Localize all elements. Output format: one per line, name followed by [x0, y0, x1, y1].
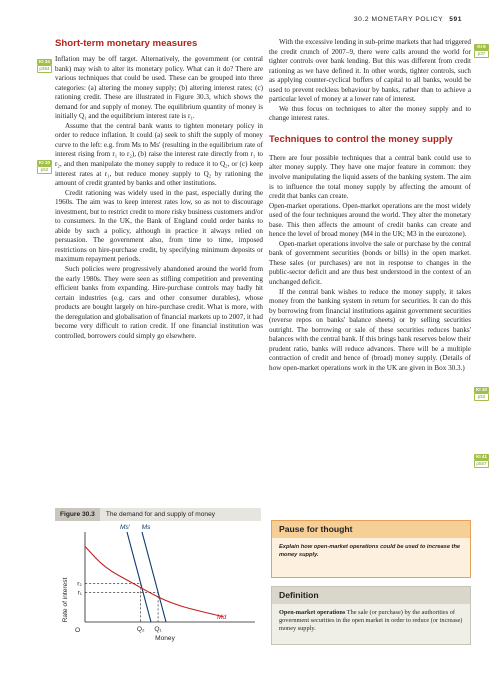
supply-curve-ms-prime [127, 532, 151, 622]
right-column [269, 38, 471, 374]
margin-tag-ki6[interactable] [474, 44, 489, 58]
section-heading-short-term: Short-term monetary measures [55, 38, 198, 49]
margin-tag-ki41[interactable] [474, 454, 489, 468]
demand-curve-md [85, 546, 223, 616]
paragraph: There are four possible techniques that a central bank could use to alter money supply. They have one major feature in common: they involve manipulating the liquid assets of the banking system. The aim is to influence the total money supply by affecting the amount of credit that banks can create. [269, 153, 471, 201]
paragraph: Open-market operations. Open-market operations are the most widely used of the four techniques around the world. They alter the monetary base. This then affects the amount of credit banks can create and hence the level of broad money (M4 in the UK; M3 in the eurozone). [269, 201, 471, 239]
pause-box-title: Pause for thought [272, 521, 470, 538]
key-idea-badge: KI 10 [37, 160, 52, 166]
y-axis-label: Rate of interest [62, 577, 69, 623]
y-tick-label: r₁ [77, 589, 82, 597]
page-number: 591 [449, 16, 462, 23]
paragraph: Inflation may be off target. Alternatively, the government (or central bank) may wish to alter its monetary policy. What can it do? There are various techniques that could be used. These can be grouped into three categories: (a) altering the money supply; (b) altering interest rates; (c) rationing credit. These are illustrated in Figure 30.3, which shows the demand for and supply of money. The equilibrium quantity of money is initially Q₁ and the equilibrium interest rate is r₁. [55, 55, 263, 121]
pause-for-thought-box [271, 520, 471, 578]
page-ref: p567 [474, 460, 489, 468]
page-ref: p52 [474, 393, 489, 401]
series-label-ms: Ms [141, 524, 151, 531]
margin-tag-ki34[interactable] [37, 59, 52, 73]
definition-term: Open-market operations [279, 609, 346, 616]
figure-30-3 [55, 508, 261, 648]
y-tick-label: r₂ [77, 580, 82, 588]
left-column [55, 38, 263, 341]
paragraph: Such policies were progressively abandoned around the world from the early 1980s. They were seen as stifling competition and preventing efficient banks from expanding. Hire-purchase controls may badly hit certain industries (e.g. cars and other consumer durables), whose products are bought largely on hire-purchase credit. What is more, with the deregulation and globalisation of financial markets up to 2007, it had become very difficult to ration credit. If one financial institution was controlled, borrowers could simply go elsewhere. [55, 265, 263, 340]
paragraph: Credit rationing was widely used in the past, especially during the 1960s. The aim was to keep interest rates low, so as not to discourage investment, but to restrict credit to more risky business customers and/or to consumers. In the UK, the Bank of England could order banks to abide by such a policy, although in practice it always relied on persuasion. The government also, from time to time, imposed restrictions on hire-purchase credit, by specifying minimum deposits or maximum repayment periods. [55, 188, 263, 264]
section-title: 30.2 MONETARY POLICY [353, 16, 444, 23]
margin-tag-ki10[interactable] [37, 160, 52, 174]
money-market-chart [55, 522, 261, 648]
page-ref: p52 [37, 166, 52, 174]
definition-box-body [272, 604, 470, 638]
definition-box [271, 586, 471, 645]
key-idea-badge: KI 10 [474, 387, 489, 393]
origin-label: O [75, 627, 81, 634]
x-tick-label: Q₂ [136, 626, 145, 633]
definition-box-title: Definition [272, 587, 470, 604]
page-ref: p354 [37, 65, 52, 73]
paragraph: Open-market operations involve the sale or purchase by the central bank of government securities (bonds or bills) in the open market. These sales (or purchases) are not in response to changes in the public-sector deficit and are thus best understood in the context of an unchanged deficit. [269, 239, 471, 287]
key-idea-badge: KI 41 [474, 454, 489, 460]
section-heading-techniques: Techniques to control the money supply [269, 133, 453, 145]
figure-label: Figure 30.3 [55, 508, 100, 521]
key-idea-badge: KI 6 [474, 44, 489, 50]
series-label-md: Md [217, 614, 227, 622]
definition-text: The sale (or purchase) by the authorities of government securities in the open market in order to reduce (or increase) money supply. [279, 609, 463, 632]
page-ref: p37 [474, 50, 489, 58]
paragraph: If the central bank wishes to reduce the money supply, it takes money from the banking system in return for securities. It can do this by borrowing from financial institutions against government securities (reverse repos on banks' balance sheets) or by selling securities outright. The borrowing or sale of these securities reduces banks' balances with the central bank. If this brings bank reserves below their prudent ratio, banks will reduce advances. There will be a multiple contraction of credit and hence of (broad) money supply. (Details of how open-market operations work in the UK are given in Box 30.3.) [269, 287, 471, 372]
figure-caption [55, 508, 261, 521]
paragraph: We thus focus on techniques to alter the money supply and to change interest rates. [269, 104, 471, 123]
paragraph: Assume that the central bank wants to tighten monetary policy in order to reduce inflation. It could (a) seek to shift the supply of money curve to the left: e.g. from Ms to Ms′ (resulting in the equilibrium rate of interest rising from r₁ to r₂), (b) raise the interest rate directly from r₁ to r₂, and then manipulate the money supply to reduce it to Q₂, or (c) keep interest rates at r₁, but reduce money supply to Q₂ by rationing the amount of credit granted by banks and other institutions. [55, 121, 263, 188]
series-label-ms-prime: Ms′ [119, 524, 131, 531]
paragraph: With the excessive lending in sub-prime markets that had triggered the credit crunch of 2007–9, there were calls around the world for tighter controls over bank lending. But this was different from credit rationing as we have defined it. In other words, tighter controls, such as applying counter-cyclical buffers of capital to all banks, would be used to prevent reckless behaviour by banks, rather than to achieve a particular level of money at a lower rate of interest. [269, 38, 471, 104]
running-head [354, 16, 462, 23]
x-axis-label: Money [155, 635, 175, 642]
x-tick-label: Q₁ [154, 626, 162, 633]
figure-title: The demand for and supply of money [105, 511, 216, 518]
chart-marks [77, 524, 226, 633]
key-idea-badge: KI 34 [37, 59, 52, 65]
supply-curve-ms [142, 532, 166, 622]
pause-box-text: Explain how open-market operations could be used to increase the money supply. [279, 544, 461, 558]
margin-tag-ki10[interactable] [474, 387, 489, 401]
